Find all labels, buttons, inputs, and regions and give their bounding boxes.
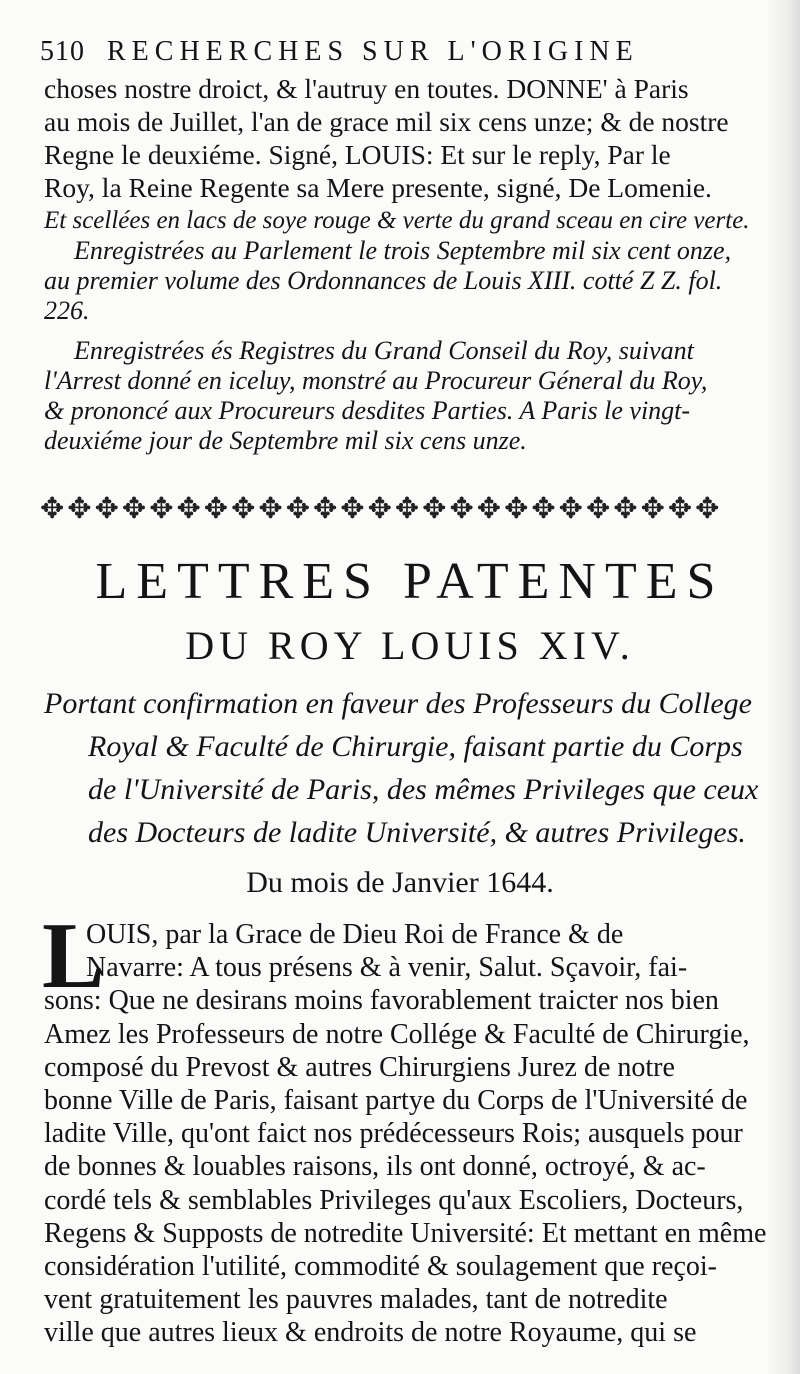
text-line: Royal & Faculté de Chirurgie, faisant partie du Corps (88, 730, 743, 763)
dateline: Du mois de Janvier 1644. (246, 866, 554, 899)
text-line: OUIS, par la Grace de Dieu Roi de France & de (86, 919, 624, 950)
running-title: RECHERCHES SUR L'ORIGINE (107, 36, 639, 67)
text-line: 226. (44, 296, 90, 325)
text-line: deuxiéme jour de Septembre mil six cens unze. (44, 426, 527, 455)
text-line: de l'Université de Paris, des mêmes Privileges que ceux (88, 773, 759, 806)
text-line: de bonnes & louables raisons, ils ont donné, octroyé, & ac- (44, 1151, 706, 1183)
paragraph-closing-formula (44, 72, 764, 237)
paragraph-registration-parlement (44, 236, 764, 326)
text-line: vent gratuitement les pauvres malades, tant de notredite (44, 1284, 668, 1316)
text-line: cordé tels & semblables Privileges qu'aux Escoliers, Docteurs, (44, 1184, 744, 1216)
text-line: Regens & Supposts de notredite Université: Et mettant en même (44, 1217, 767, 1249)
text-line: considération l'utilité, commodité & soulagement que reçoi- (44, 1251, 717, 1283)
text-line: choses nostre droict, & l'autruy en toutes. DONNE' à Paris (44, 73, 689, 104)
text-line: Navarre: A tous présens & à venir, Salut. Sçavoir, fai- (86, 952, 688, 984)
text-line: Et scellées en lacs de soye rouge & verte du grand sceau en cire verte. (44, 207, 750, 234)
text-line: Enregistrées és Registres du Grand Conseil du Roy, suivant (74, 336, 694, 365)
text-line: Amez les Professeurs de notre Collége & Faculté de Chirurgie, (44, 1018, 750, 1050)
text-line: ladite Ville, qu'ont faict nos prédécesseurs Rois; ausquels pour (44, 1118, 743, 1150)
heading-subtitle: DU ROY LOUIS XIV. (185, 623, 635, 668)
running-head (40, 36, 760, 68)
text-line: bonne Ville de Paris, faisant partye du Corps de l'Université de (44, 1085, 748, 1117)
page-number: 510 (40, 36, 85, 67)
text-line: composé du Prevost & autres Chirurgiens Jurez de notre (44, 1051, 675, 1083)
text-line: des Docteurs de ladite Université, & autres Privileges. (88, 816, 746, 849)
text-line: ville que autres lieux & endroits de notre Royaume, qui se (44, 1317, 697, 1349)
heading-title: LETTRES PATENTES (95, 553, 725, 610)
paragraph-registration-grand-conseil (44, 336, 764, 456)
text-line: & prononcé aux Procureurs desdites Parties. A Paris le vingt- (44, 396, 691, 425)
text-line: Enregistrées au Parlement le trois Septembre mil six cent onze, (74, 236, 732, 265)
ornamental-divider: ✥✥✥✥✥✥✥✥✥✥✥✥✥✥✥✥✥✥✥✥✥✥✥✥✥ (40, 493, 723, 525)
text-line: sons: Que ne desirans moins favorablement traicter nos bien (44, 985, 719, 1017)
text-line: Portant confirmation en faveur des Professeurs du College (44, 687, 752, 720)
text-line: l'Arrest donné en iceluy, monstré au Procureur Géneral du Roy, (44, 366, 708, 395)
text-line: Regne le deuxiéme. Signé, LOUIS: Et sur le reply, Par le (44, 139, 671, 170)
text-line: au premier volume des Ordonnances de Louis XIII. cotté Z Z. fol. (44, 266, 723, 295)
title-description (44, 682, 774, 854)
drop-cap: L (42, 904, 105, 1008)
text-line: au mois de Juillet, l'an de grace mil six cens unze; & de nostre (44, 106, 729, 137)
body-text (44, 918, 768, 1350)
text-line: Roy, la Reine Regente sa Mere presente, signé, De Lomenie. (44, 172, 712, 203)
